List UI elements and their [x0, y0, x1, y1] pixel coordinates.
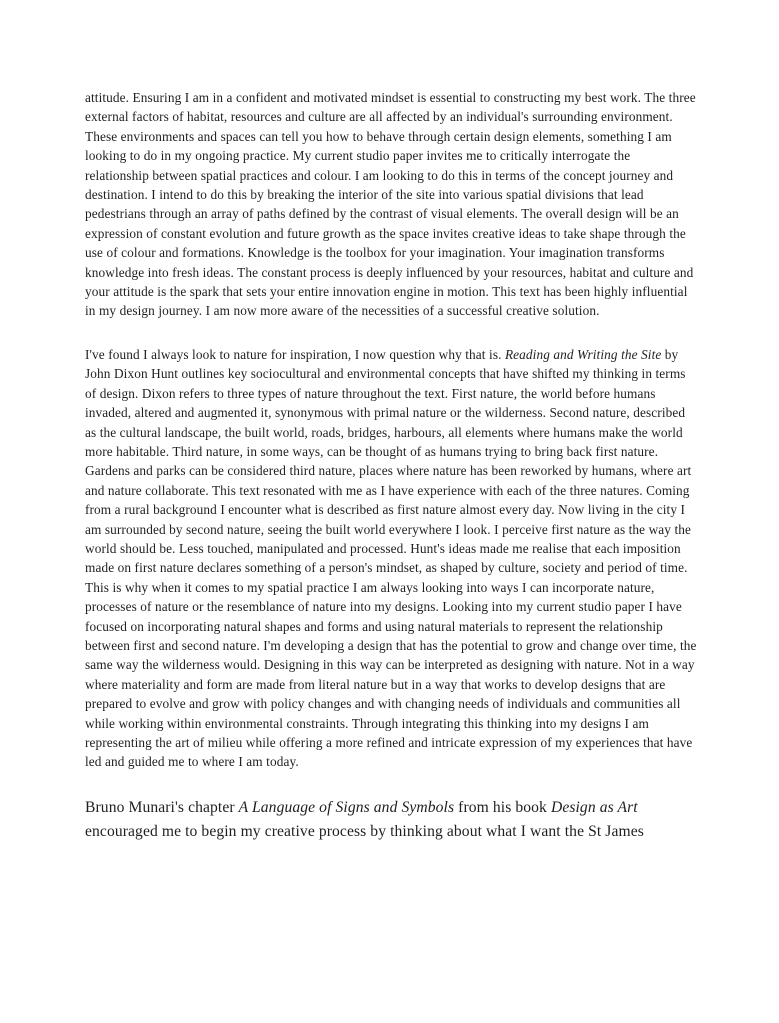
- italic-text-run: A Language of Signs and Symbols: [238, 798, 455, 816]
- text-run: I've found I always look to nature for inspiration, I now question why that is.: [85, 346, 505, 362]
- text-run: Bruno Munari's chapter: [85, 798, 239, 816]
- text-run: by John Dixon Hunt outlines key sociocultural and environmental concepts that have shifted my thinking in terms of design. Dixon refers to three types of nature throughout the text. First nature, the world before humans invaded, altered and augmented it, synonymous with primal nature or the wilderness. Second nature, described as the cultural landscape, the built world, roads, bridges, harbours, all elements where humans make the world more habitable. Third nature, in some ways, can be thought of as humans trying to bring back first nature. Gardens and parks can be considered third nature, places where nature has been reworked by humans, where art and nature collaborate. This text resonated with me as I have experience with each of the three natures. Coming from a rural background I encounter what is described as first nature almost every day. Now living in the city I am surrounded by second nature, seeing the built world everywhere I look. I perceive first nature as the way the world should be. Less touched, manipulated and processed. Hunt's ideas made me realise that each imposition made on first nature declares something of a person's mindset, as shaped by culture, society and period of time. This is why when it comes to my spatial practice I am always looking into ways I can incorporate nature, processes of nature or the resemblance of nature into my designs. Looking into my current studio paper I have focused on incorporating natural shapes and forms and using natural materials to represent the relationship between first and second nature. I'm developing a design that has the potential to grow and change over time, the same way the wilderness would. Designing in this way can be interpreted as designing with nature. Not in a way where materiality and form are made from literal nature but in a way that works to develop designs that are prepared to evolve and grow with policy changes and with changing needs of individuals and communities all while working within environmental constraints. Through integrating this thinking into my designs I am representing the art of milieu while offering a more refined and intricate expression of my experiences that have led and guided me to where I am today.: [85, 346, 697, 770]
- text-run: from his book: [454, 798, 551, 816]
- essay-text-block: [85, 88, 697, 844]
- text-run: encouraged me to begin my creative process by thinking about what I want the St James: [85, 822, 644, 840]
- paragraph-bruno-munari: [85, 796, 697, 844]
- italic-text-run: Reading and Writing the Site: [504, 346, 662, 362]
- italic-text-run: Design as Art: [550, 798, 638, 816]
- text-run: attitude. Ensuring I am in a confident and motivated mindset is essential to constructing my best work. The three external factors of habitat, resources and culture are all affected by an individual's surrounding environment. These environments and spaces can tell you how to behave through certain design elements, something I am looking to do in my ongoing practice. My current studio paper invites me to critically interrogate the relationship between spatial practices and colour. I am looking to do this in terms of the concept journey and destination. I intend to do this by breaking the interior of the site into various spatial divisions that lead pedestrians through an array of paths defined by the contrast of visual elements. The overall design will be an expression of constant evolution and future growth as the space invites creative ideas to take shape through the use of colour and formations. Knowledge is the toolbox for your imagination. Your imagination transforms knowledge into fresh ideas. The constant process is deeply influenced by your resources, habitat and culture and your attitude is the spark that sets your entire innovation engine in motion. This text has been highly influential in my design journey. I am now more aware of the necessities of a successful creative solution.: [85, 90, 696, 319]
- paragraph-three-natures-john-dixon-hunt: [85, 345, 697, 772]
- paragraph-attitude-and-studio-paper: [85, 88, 697, 321]
